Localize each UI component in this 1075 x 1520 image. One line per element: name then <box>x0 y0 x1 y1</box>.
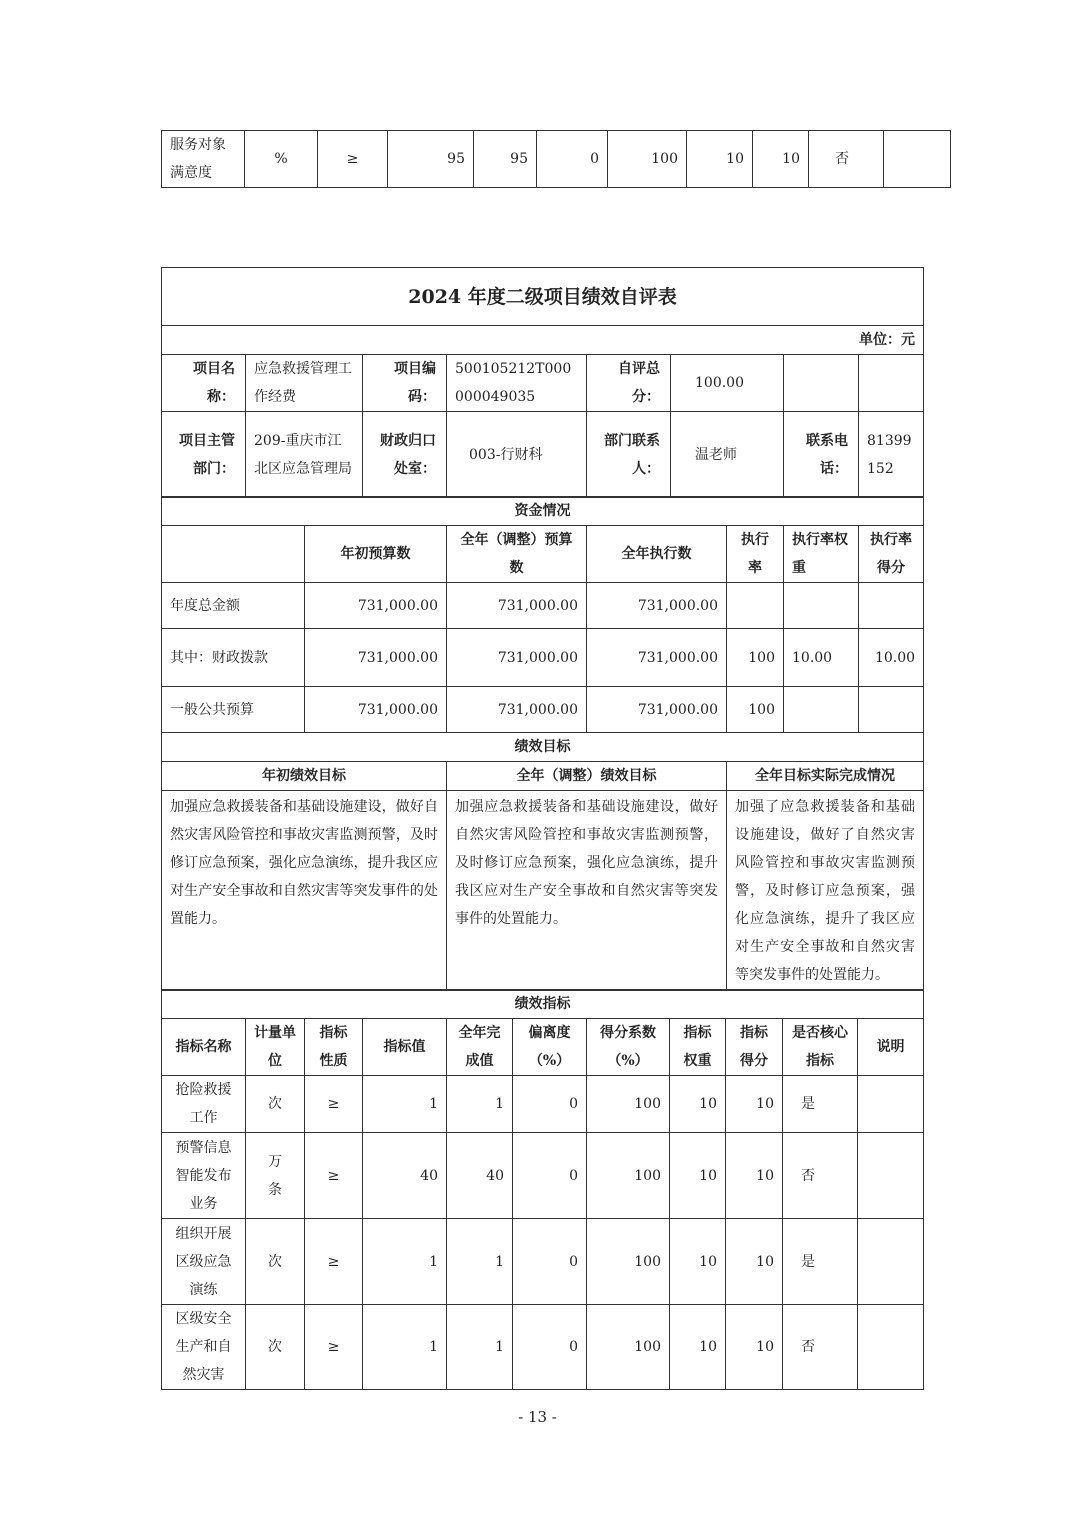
indicator-nature: ≥ <box>318 131 388 188</box>
goals-section-title: 绩效目标 <box>162 733 924 762</box>
empty-cell <box>784 355 859 412</box>
indicator-actual: 1 <box>447 1305 513 1390</box>
indicator-core: 是 <box>783 1219 858 1305</box>
fund-budget: 731,000.00 <box>305 687 447 733</box>
indicator-target: 95 <box>388 131 474 188</box>
indicator-name: 服务对象满意度 <box>162 131 245 188</box>
indicator-unit: % <box>245 131 318 188</box>
indicator-coef: 100 <box>608 131 687 188</box>
contact: 温老师 <box>671 412 784 498</box>
fund-executed: 731,000.00 <box>587 583 727 629</box>
fund-executed: 731,000.00 <box>587 687 727 733</box>
previous-indicator-table <box>161 130 951 188</box>
indicator-coef: 100 <box>587 1219 670 1305</box>
fund-name: 其中：财政拨款 <box>162 629 305 687</box>
col-header: 全年（调整）预算数 <box>447 526 587 583</box>
goals-content-row <box>162 791 924 991</box>
fund-score <box>859 687 924 733</box>
indicator-score: 10 <box>726 1305 783 1390</box>
indicator-core: 否 <box>783 1305 858 1390</box>
indicator-unit: 次 <box>246 1076 305 1133</box>
indicator-actual: 95 <box>474 131 537 188</box>
fund-adjusted: 731,000.00 <box>447 687 587 733</box>
col-header: 全年目标实际完成情况 <box>727 762 924 791</box>
indicator-weight: 10 <box>670 1133 726 1219</box>
indicator-actual: 1 <box>447 1076 513 1133</box>
col-header: 执行率得分 <box>859 526 924 583</box>
indicator-name: 区级安全生产和自然灾害 <box>162 1305 246 1390</box>
fund-budget: 731,000.00 <box>305 583 447 629</box>
col-header: 偏离度（%） <box>513 1019 587 1076</box>
indicator-unit: 次 <box>246 1305 305 1390</box>
indicators-section-title: 绩效指标 <box>162 990 924 1019</box>
indicator-core: 否 <box>783 1133 858 1219</box>
funds-section-title: 资金情况 <box>162 497 924 526</box>
col-header: 年初绩效目标 <box>162 762 447 791</box>
col-header: 全年（调整）绩效目标 <box>447 762 727 791</box>
phone: 81399152 <box>859 412 924 498</box>
col-header: 全年完成值 <box>447 1019 513 1076</box>
table-row <box>162 1305 924 1390</box>
goals-header-row <box>162 762 924 791</box>
col-header: 执行率 <box>727 526 784 583</box>
fund-executed: 731,000.00 <box>587 629 727 687</box>
indicator-target: 1 <box>363 1305 447 1390</box>
indicator-note <box>858 1076 924 1133</box>
col-header: 年初预算数 <box>305 526 447 583</box>
fund-weight <box>784 583 859 629</box>
table-row <box>162 1219 924 1305</box>
info-row-1 <box>162 355 924 412</box>
indicator-deviation: 0 <box>513 1076 587 1133</box>
indicator-core: 否 <box>809 131 884 188</box>
info-row-2 <box>162 412 924 498</box>
indicator-target: 40 <box>363 1133 447 1219</box>
initial-goal: 加强应急救援装备和基础设施建设，做好自然灾害风险管控和事故灾害监测预警，及时修订应急预案，强化应急演练，提升我区应对生产安全事故和自然灾害等突发事件的处置能力。 <box>162 791 447 991</box>
project-name-label: 项目名称： <box>162 355 246 412</box>
indicator-core: 是 <box>783 1076 858 1133</box>
col-header: 指标得分 <box>726 1019 783 1076</box>
indicator-nature: ≥ <box>305 1076 363 1133</box>
funds-section-row <box>162 497 924 526</box>
indicator-weight: 10 <box>687 131 753 188</box>
indicator-deviation: 0 <box>513 1219 587 1305</box>
indicator-score: 10 <box>726 1133 783 1219</box>
indicator-actual: 40 <box>447 1133 513 1219</box>
table-row <box>162 583 924 629</box>
col-header: 是否核心指标 <box>783 1019 858 1076</box>
indicator-note <box>884 131 951 188</box>
table-row <box>162 131 951 188</box>
col-header: 全年执行数 <box>587 526 727 583</box>
indicator-name: 抢险救援工作 <box>162 1076 246 1133</box>
actual-goal: 加强了应急救援装备和基础设施建设，做好了自然灾害风险管控和事故灾害监测预警，及时修订应急预案，强化应急演练，提升了我区应对生产安全事故和自然灾害等突发事件的处置能力。 <box>727 791 924 991</box>
fund-weight: 10.00 <box>784 629 859 687</box>
indicator-note <box>858 1219 924 1305</box>
phone-label: 联系电话： <box>784 412 859 498</box>
fund-score <box>859 583 924 629</box>
indicator-unit: 次 <box>246 1219 305 1305</box>
contact-label: 部门联系人： <box>587 412 671 498</box>
indicator-weight: 10 <box>670 1219 726 1305</box>
indicator-nature: ≥ <box>305 1219 363 1305</box>
fund-rate: 100 <box>727 629 784 687</box>
fund-name: 年度总金额 <box>162 583 305 629</box>
indicator-score: 10 <box>726 1076 783 1133</box>
project-code-label: 项目编码： <box>363 355 447 412</box>
col-header: 指标权重 <box>670 1019 726 1076</box>
fund-name: 一般公共预算 <box>162 687 305 733</box>
fund-rate <box>727 583 784 629</box>
indicator-weight: 10 <box>670 1305 726 1390</box>
col-header: 说明 <box>858 1019 924 1076</box>
indicator-coef: 100 <box>587 1076 670 1133</box>
self-score-label: 自评总分： <box>587 355 671 412</box>
indicator-name: 预警信息智能发布业务 <box>162 1133 246 1219</box>
table-row <box>162 1133 924 1219</box>
col-header: 指标值 <box>363 1019 447 1076</box>
funds-header-row <box>162 526 924 583</box>
finance: 003-行财科 <box>447 412 587 498</box>
project-name: 应急救援管理工作经费 <box>246 355 363 412</box>
fund-score: 10.00 <box>859 629 924 687</box>
empty-cell <box>859 355 924 412</box>
indicator-coef: 100 <box>587 1305 670 1390</box>
indicator-coef: 100 <box>587 1133 670 1219</box>
indicator-note <box>858 1305 924 1390</box>
unit-note: 单位：元 <box>162 326 924 355</box>
fund-budget: 731,000.00 <box>305 629 447 687</box>
indicators-header-row <box>162 1019 924 1076</box>
adjusted-goal: 加强应急救援装备和基础设施建设，做好自然灾害风险管控和事故灾害监测预警，及时修订应急预案，强化应急演练，提升我区应对生产安全事故和自然灾害等突发事件的处置能力。 <box>447 791 727 991</box>
title-row <box>162 268 924 326</box>
indicator-note <box>858 1133 924 1219</box>
col-header: 指标性质 <box>305 1019 363 1076</box>
goals-section-row <box>162 733 924 762</box>
indicator-deviation: 0 <box>537 131 608 188</box>
indicator-nature: ≥ <box>305 1133 363 1219</box>
fund-adjusted: 731,000.00 <box>447 629 587 687</box>
col-header: 指标名称 <box>162 1019 246 1076</box>
dept-label: 项目主管部门： <box>162 412 246 498</box>
col-header: 执行率权重 <box>784 526 859 583</box>
page-number: - 13 - <box>518 1408 557 1426</box>
dept: 209-重庆市江北区应急管理局 <box>246 412 363 498</box>
fund-adjusted: 731,000.00 <box>447 583 587 629</box>
fund-weight <box>784 687 859 733</box>
table-row <box>162 1076 924 1133</box>
goals-table <box>161 732 924 991</box>
project-code: 500105212T000000049035 <box>447 355 587 412</box>
indicator-deviation: 0 <box>513 1133 587 1219</box>
indicators-section-row <box>162 990 924 1019</box>
indicator-score: 10 <box>726 1219 783 1305</box>
indicator-target: 1 <box>363 1076 447 1133</box>
indicators-table <box>161 989 924 1390</box>
indicator-unit: 万条 <box>246 1133 305 1219</box>
header-table <box>161 267 924 498</box>
indicator-target: 1 <box>363 1219 447 1305</box>
indicator-name: 组织开展区级应急演练 <box>162 1219 246 1305</box>
indicator-actual: 1 <box>447 1219 513 1305</box>
funds-table <box>161 496 924 733</box>
table-row <box>162 629 924 687</box>
table-row <box>162 687 924 733</box>
indicator-score: 10 <box>753 131 809 188</box>
finance-label: 财政归口处室： <box>363 412 447 498</box>
indicator-deviation: 0 <box>513 1305 587 1390</box>
self-score: 100.00 <box>671 355 784 412</box>
fund-rate: 100 <box>727 687 784 733</box>
col-header: 计量单位 <box>246 1019 305 1076</box>
indicator-weight: 10 <box>670 1076 726 1133</box>
page-title: 2024 年度二级项目绩效自评表 <box>162 268 924 326</box>
col-header: 得分系数（%） <box>587 1019 670 1076</box>
unit-row <box>162 326 924 355</box>
indicator-nature: ≥ <box>305 1305 363 1390</box>
empty-cell <box>162 526 305 583</box>
